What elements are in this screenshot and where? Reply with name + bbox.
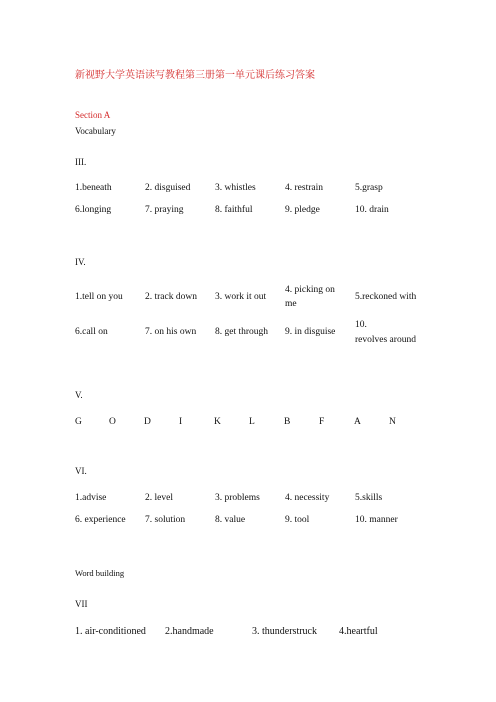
answer-cell: 5.grasp [355, 183, 383, 193]
answer-letter: I [179, 417, 183, 427]
answer-cell: 7. on his own [145, 327, 197, 337]
answer-cell: 4. necessity [285, 493, 330, 503]
answer-cell: 6. experience [75, 515, 126, 525]
answer-letter: O [109, 417, 116, 427]
answer-cell: 7. solution [145, 515, 186, 525]
answer-cell: 7. praying [145, 205, 184, 215]
answer-letter: G [75, 417, 82, 427]
answer-cell: 3. problems [215, 493, 260, 503]
answer-cell: 10. [355, 320, 367, 330]
answer-letter: L [249, 417, 255, 427]
answer-cell: 3. work it out [215, 292, 267, 302]
answer-cell: 2. level [145, 493, 173, 503]
answer-letter: K [214, 417, 221, 427]
answer-cell: 9. in disguise [285, 327, 336, 337]
answer-cell: 8. get through [215, 327, 269, 337]
answer-cell: 1. air-conditioned [75, 626, 146, 637]
section-heading: Section A [75, 110, 111, 120]
answer-cell: 6.longing [75, 205, 112, 215]
answer-cell: 9. tool [285, 515, 310, 525]
vocabulary-heading: Vocabulary [75, 126, 116, 136]
exercise-7-label: VII [75, 599, 88, 609]
answer-cell: 6.call on [75, 327, 108, 337]
word-building-heading: Word building [75, 568, 125, 578]
answer-letter: F [319, 417, 325, 427]
exercise-6-label: VI. [75, 466, 87, 476]
answer-cell: 8. faithful [215, 205, 253, 215]
answer-cell: 5.skills [355, 493, 383, 503]
answer-cell: 1.advise [75, 493, 107, 503]
answer-letter: B [284, 417, 291, 427]
answer-cell: 5.reckoned with [355, 292, 417, 302]
answer-cell: 9. pledge [285, 205, 320, 215]
exercise-3-label: III. [75, 157, 87, 167]
answer-cell: 2. disguised [145, 183, 191, 193]
answer-cell: 8. value [215, 515, 246, 525]
answer-letter: N [389, 417, 396, 427]
exercise-5-label: V. [75, 390, 83, 400]
answer-cell: 4. picking on [285, 285, 335, 295]
answer-cell: 4. restrain [285, 183, 323, 193]
answer-cell: me [285, 299, 297, 309]
answer-cell: 10. drain [355, 205, 389, 215]
answer-cell: revolves around [355, 335, 416, 345]
answer-cell: 3. whistles [215, 183, 256, 193]
exercise-4-label: IV. [75, 257, 86, 267]
answer-cell: 2. track down [145, 292, 197, 302]
answer-letter: A [354, 417, 361, 427]
answer-cell: 3. thunderstruck [252, 626, 317, 637]
answer-letter: D [144, 417, 151, 427]
answer-cell: 10. manner [355, 515, 398, 525]
answer-cell: 1.beneath [75, 183, 112, 193]
answer-cell: 1.tell on you [75, 292, 123, 302]
answer-cell: 2.handmade [165, 626, 214, 637]
page-title: 新视野大学英语读写教程第三册第一单元课后练习答案 [75, 70, 315, 81]
answer-cell: 4.heartful [339, 626, 378, 637]
